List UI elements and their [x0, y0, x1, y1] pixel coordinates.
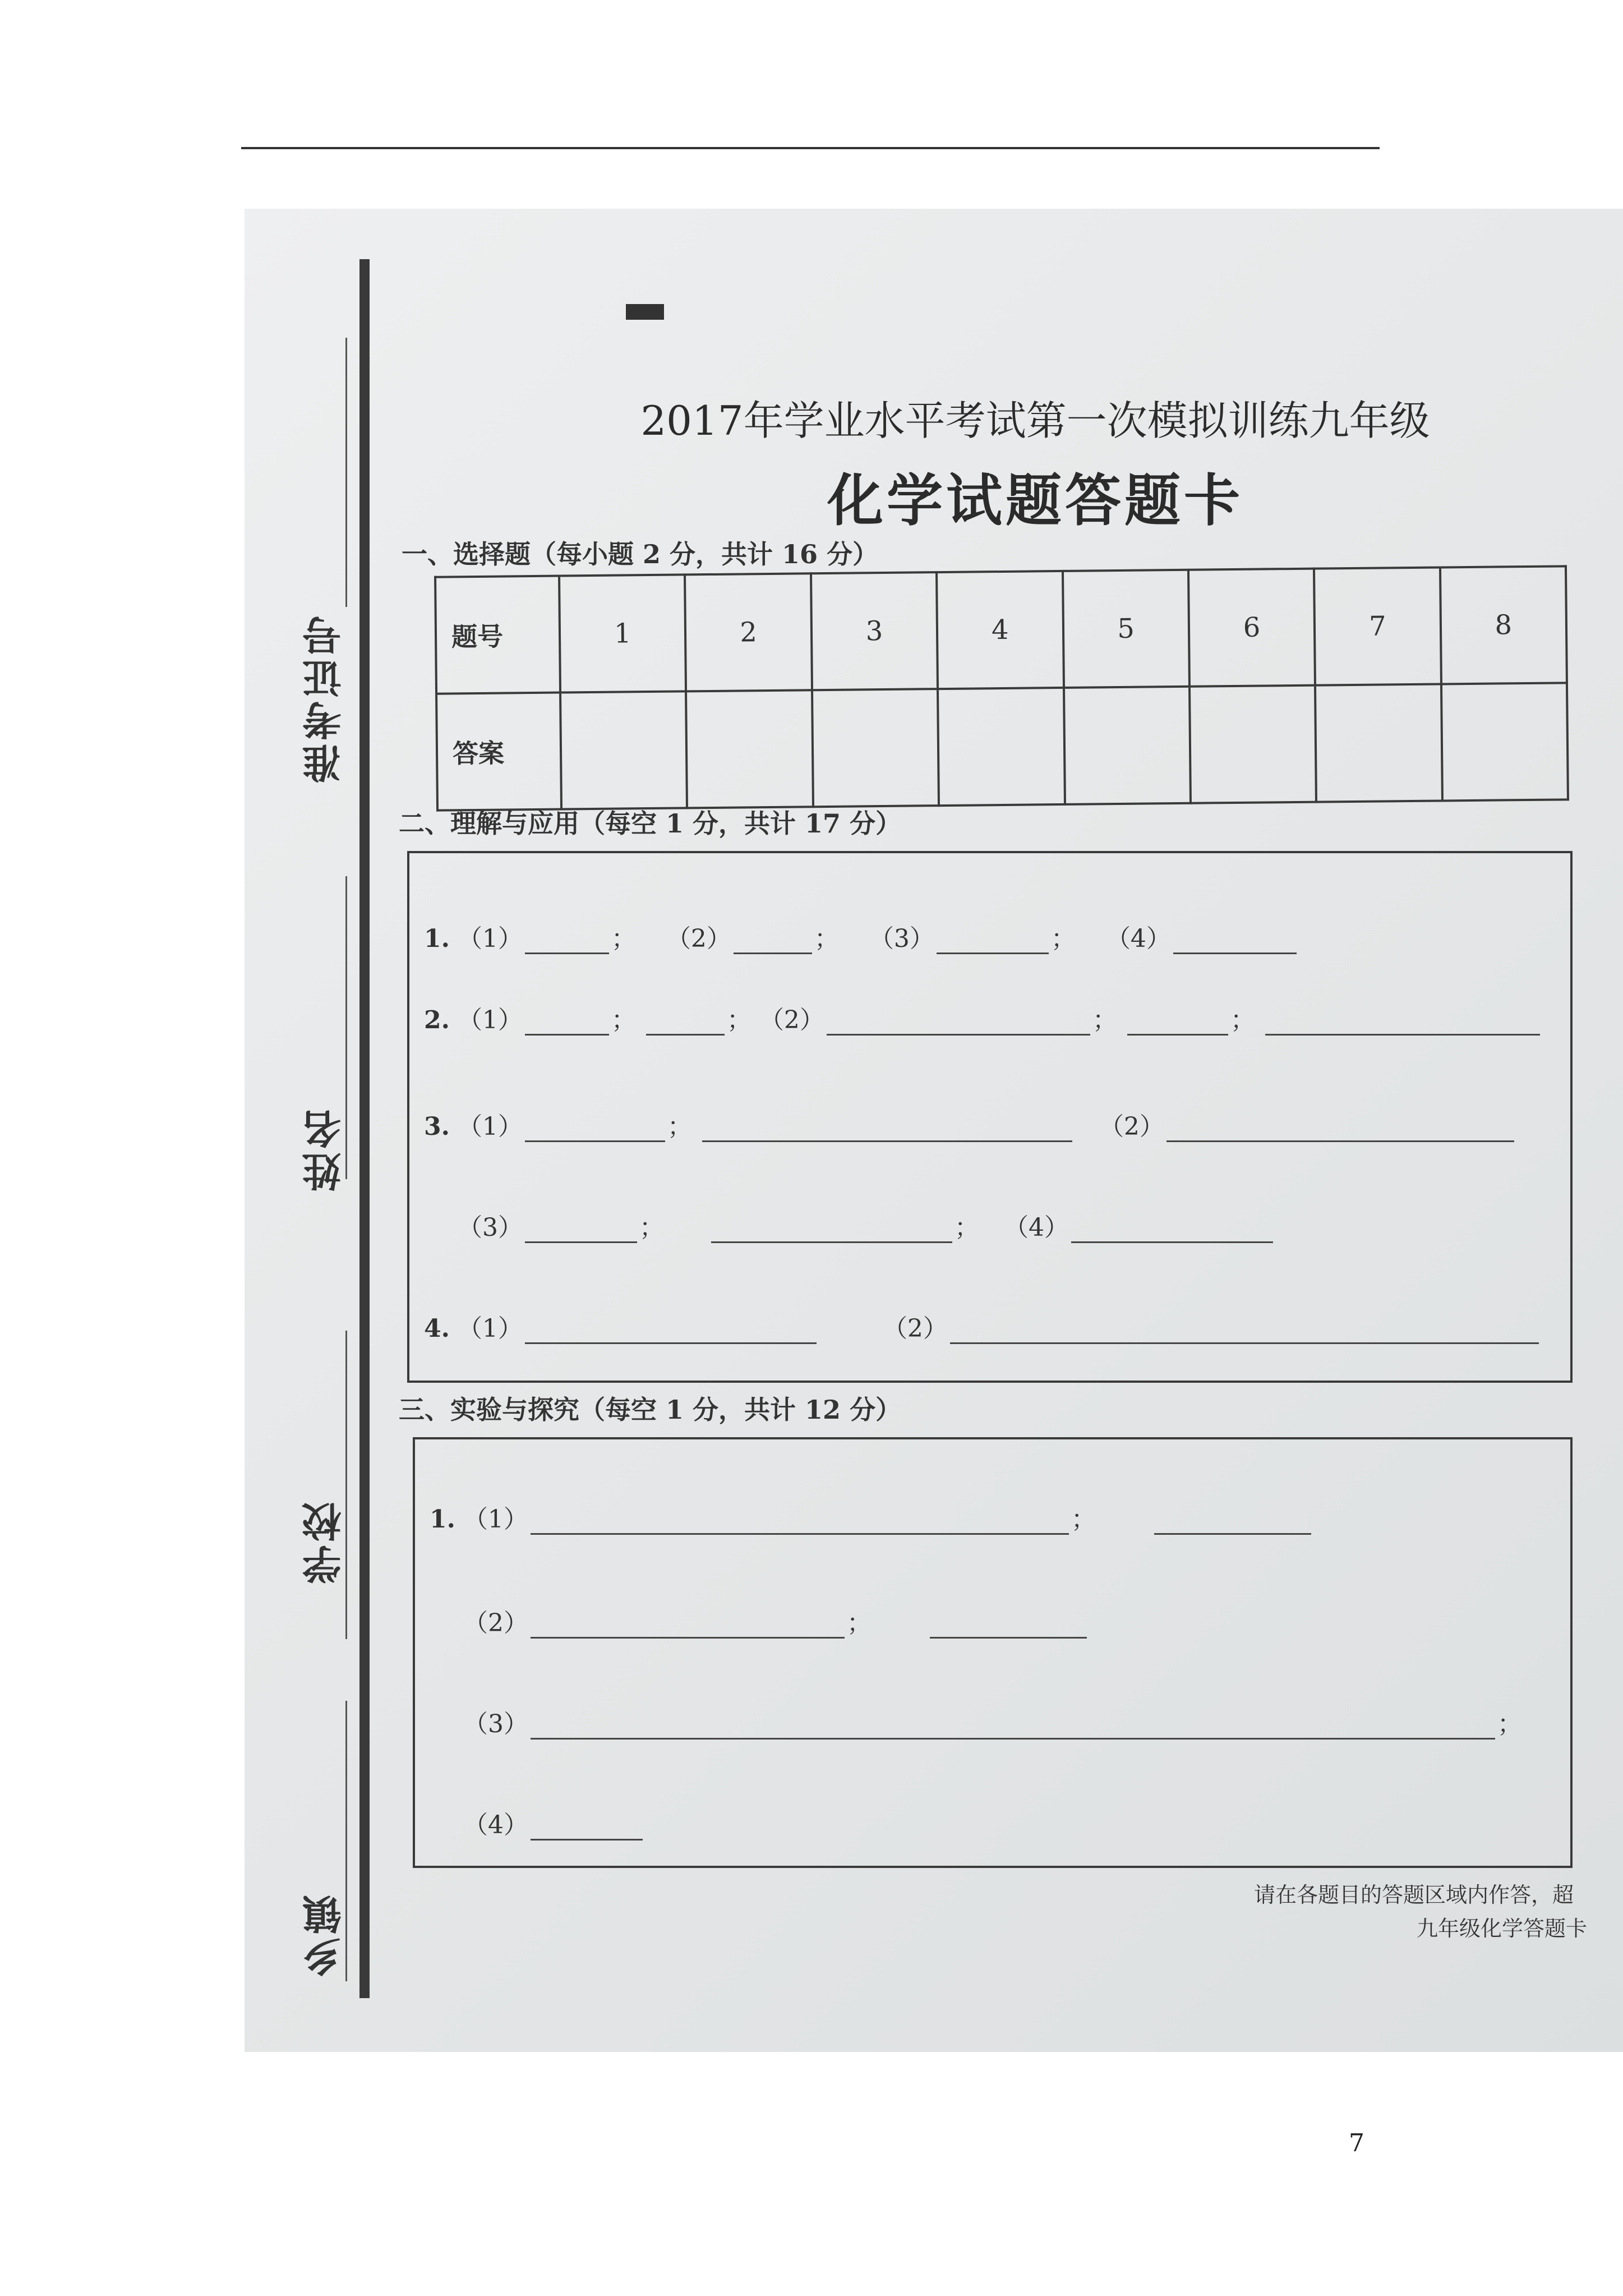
- header-rule: [241, 147, 1380, 149]
- question-number: 8: [1440, 566, 1567, 684]
- answer-row: [436, 683, 1568, 810]
- sub-label: （4）: [1004, 1213, 1069, 1242]
- answer-blank[interactable]: [525, 1011, 609, 1036]
- footer-note: 请在各题目的答题区域内作答，超: [1254, 1883, 1574, 1907]
- answer-blank[interactable]: [1265, 1011, 1540, 1036]
- answer-blank[interactable]: [1071, 1219, 1273, 1243]
- sub-label: （1）: [463, 1505, 528, 1534]
- position-mark: [626, 304, 664, 320]
- answer-card-photo: [245, 209, 1623, 2052]
- answer-cell[interactable]: [938, 688, 1064, 806]
- separator: ；: [1071, 1505, 1096, 1534]
- sub-label: （2）: [882, 1314, 948, 1343]
- sub-label: （3）: [463, 1710, 528, 1738]
- question-number: 1.: [424, 924, 450, 953]
- sub-label: （1）: [457, 1006, 523, 1034]
- answer-cell[interactable]: [1189, 685, 1316, 803]
- sub-label: （1）: [457, 1112, 523, 1141]
- question-header: 题号: [435, 576, 560, 694]
- section3-title: 三、实验与探究（每空 1 分，共计 12 分）: [399, 1395, 902, 1425]
- sub-label: （3）: [869, 924, 934, 953]
- answer-blank[interactable]: [1173, 930, 1297, 954]
- separator: ；: [1050, 924, 1076, 953]
- answer-blank[interactable]: [711, 1219, 952, 1243]
- question-number: 3: [811, 572, 938, 690]
- separator: ；: [611, 1006, 636, 1034]
- answer-cell[interactable]: [1441, 683, 1568, 800]
- answer-blank[interactable]: [531, 1614, 845, 1639]
- answer-blank[interactable]: [1154, 1511, 1311, 1535]
- answer-blank[interactable]: [1166, 1118, 1514, 1142]
- question-number: 5: [1062, 570, 1189, 688]
- sub-label: （3）: [458, 1213, 523, 1242]
- town-label: 乡镇: [301, 1892, 348, 1977]
- question-number-row: [435, 566, 1567, 693]
- s3-q1-row-b: [463, 1603, 1089, 1639]
- question-number: 1.: [430, 1505, 455, 1534]
- answer-cell[interactable]: [560, 691, 687, 809]
- separator: ；: [639, 1213, 664, 1242]
- sub-label: （4）: [463, 1811, 528, 1839]
- answer-blank[interactable]: [525, 1320, 817, 1344]
- s2-q2-row: [424, 1000, 1542, 1036]
- separator: ；: [955, 1213, 979, 1242]
- s3-q1-row-d: [463, 1805, 645, 1841]
- answer-blank[interactable]: [525, 930, 609, 954]
- answer-blank[interactable]: [937, 930, 1049, 954]
- question-number: 4.: [424, 1314, 450, 1343]
- answer-blank[interactable]: [702, 1118, 1072, 1142]
- footer-card-label: 九年级化学答题卡: [1417, 1916, 1588, 1941]
- question-number: 3.: [424, 1112, 450, 1141]
- sub-label: （2）: [666, 924, 731, 953]
- sub-label: （2）: [1099, 1112, 1164, 1141]
- school-label: 学校: [301, 1499, 348, 1584]
- exam-id-label: 准考证号: [301, 613, 348, 783]
- school-line: [345, 1331, 347, 1639]
- answer-blank[interactable]: [734, 930, 812, 954]
- separator: ；: [611, 924, 636, 953]
- answer-blank[interactable]: [525, 1118, 665, 1142]
- answer-cell[interactable]: [686, 690, 813, 808]
- page-number: 7: [1349, 2129, 1364, 2157]
- card-subtitle: 化学试题答题卡: [827, 467, 1243, 533]
- s2-q4-row: [424, 1308, 1541, 1344]
- separator: ；: [667, 1112, 692, 1141]
- sub-label: （1）: [457, 924, 523, 953]
- answer-cell[interactable]: [1063, 687, 1190, 804]
- question-number: 1: [559, 574, 686, 692]
- separator: ；: [1230, 1006, 1255, 1034]
- answer-blank[interactable]: [930, 1614, 1087, 1639]
- answer-blank[interactable]: [531, 1816, 643, 1841]
- answer-blank[interactable]: [1127, 1011, 1228, 1036]
- answer-cell[interactable]: [1315, 684, 1442, 802]
- s3-q1-row-a: [430, 1499, 1313, 1535]
- answer-cell[interactable]: [812, 689, 939, 807]
- separator: ；: [814, 924, 839, 953]
- answer-header: 答案: [436, 693, 561, 811]
- exam-id-line: [345, 338, 347, 607]
- separator: ；: [1497, 1710, 1522, 1738]
- answer-blank[interactable]: [950, 1320, 1539, 1344]
- choice-answer-table: [434, 565, 1569, 811]
- answer-blank[interactable]: [531, 1511, 1069, 1535]
- section2-title: 二、理解与应用（每空 1 分，共计 17 分）: [399, 808, 902, 839]
- separator: ；: [1092, 1006, 1117, 1034]
- separator: ；: [847, 1609, 872, 1637]
- binding-bar: [359, 259, 370, 1998]
- s2-q3-row-b: [458, 1207, 1275, 1243]
- card-title: 2017年学业水平考试第一次模拟训练九年级: [640, 397, 1430, 444]
- sub-label: （1）: [457, 1314, 523, 1343]
- name-label: 姓名: [301, 1106, 348, 1191]
- s2-q3-row-a: [424, 1106, 1516, 1142]
- answer-blank[interactable]: [646, 1011, 725, 1036]
- answer-blank[interactable]: [531, 1715, 1495, 1740]
- question-number: 2.: [424, 1006, 450, 1034]
- s3-q1-row-c: [463, 1704, 1522, 1740]
- question-number: 4: [937, 571, 1063, 689]
- answer-blank[interactable]: [525, 1219, 637, 1243]
- sub-label: （2）: [463, 1609, 528, 1637]
- sub-label: （2）: [759, 1006, 824, 1034]
- question-number: 6: [1188, 569, 1315, 687]
- question-number: 7: [1314, 567, 1441, 685]
- separator: ；: [726, 1006, 751, 1034]
- section1-title: 一、选择题（每小题 2 分，共计 16 分）: [402, 539, 879, 569]
- sub-label: （4）: [1105, 924, 1171, 953]
- s2-q1-row: [424, 918, 1299, 954]
- answer-blank[interactable]: [827, 1011, 1090, 1036]
- question-number: 2: [685, 573, 811, 691]
